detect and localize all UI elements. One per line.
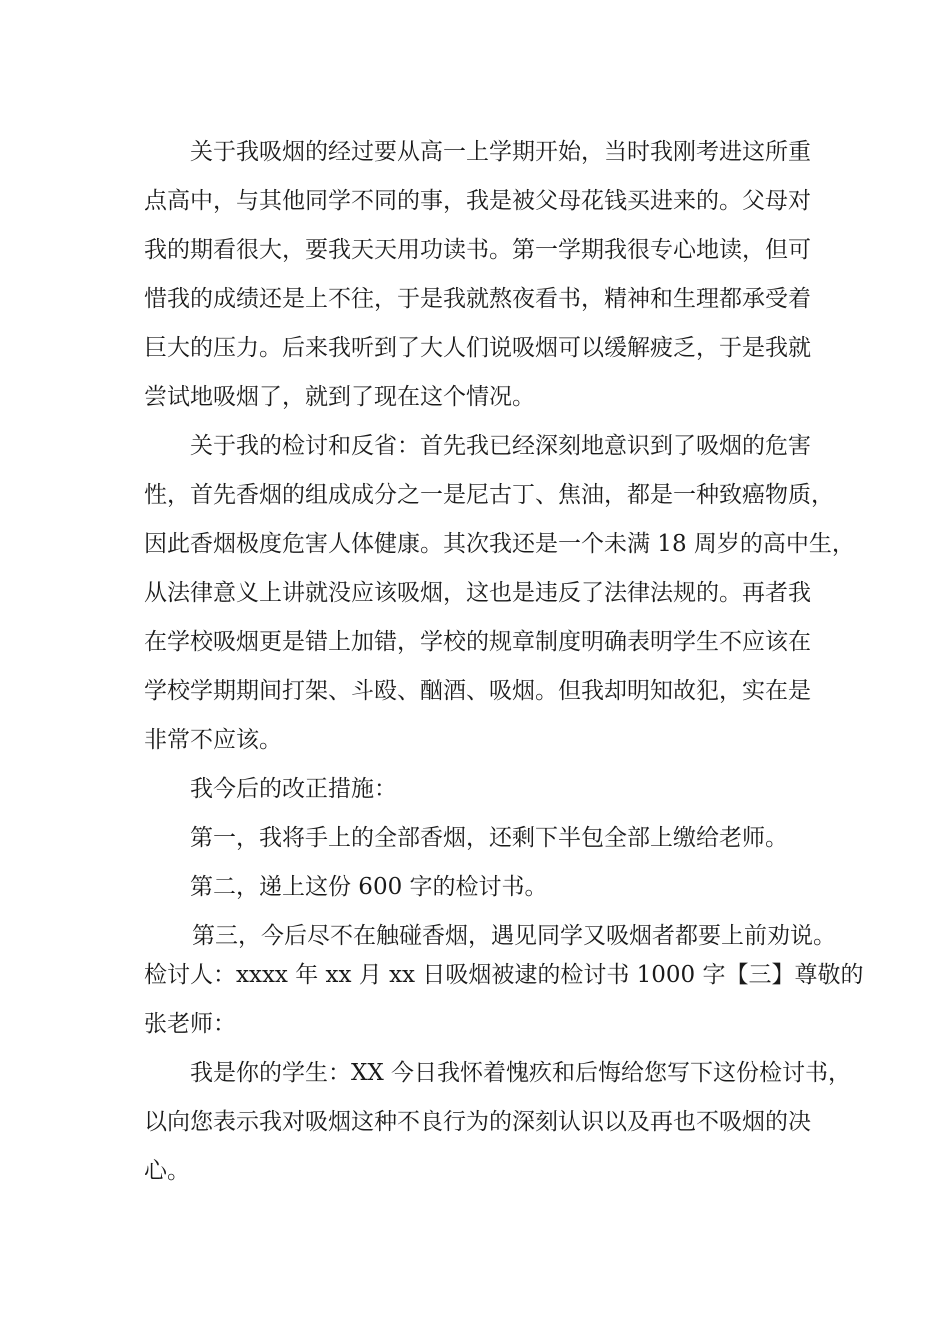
text-line: 第三，今后尽不在触碰香烟，遇见同学又吸烟者都要上前劝说。	[192, 923, 836, 949]
text-line: 以向您表示我对吸烟这种不良行为的深刻认识以及再也不吸烟的决	[144, 1109, 811, 1135]
text-line: 检讨人：xxxx 年 xx 月 xx 日吸烟被逮的检讨书 1000 字【三】尊敬的	[144, 962, 864, 988]
text-line: 心。	[144, 1158, 190, 1184]
text-line: 张老师：	[144, 1011, 236, 1037]
text-line: 关于我吸烟的经过要从高一上学期开始，当时我刚考进这所重	[190, 139, 811, 165]
text-line: 我今后的改正措施：	[190, 776, 397, 802]
text-line: 第二，递上这份 600 字的检讨书。	[190, 874, 548, 900]
text-line: 惜我的成绩还是上不往，于是我就熬夜看书，精神和生理都承受着	[144, 286, 811, 312]
text-line: 从法律意义上讲就没应该吸烟，这也是违反了法律法规的。再者我	[144, 580, 811, 606]
text-line: 我的期看很大，要我天天用功读书。第一学期我很专心地读，但可	[144, 237, 811, 263]
text-line: 性，首先香烟的组成成分之一是尼古丁、焦油，都是一种致癌物质，	[144, 482, 834, 508]
text-line: 第一，我将手上的全部香烟，还剩下半包全部上缴给老师。	[190, 825, 788, 851]
text-line: 巨大的压力。后来我听到了大人们说吸烟可以缓解疲乏，于是我就	[144, 335, 811, 361]
text-line: 我是你的学生：XX 今日我怀着愧疚和后悔给您写下这份检讨书，	[190, 1060, 852, 1086]
text-line: 尝试地吸烟了，就到了现在这个情况。	[144, 384, 535, 410]
text-line: 点高中，与其他同学不同的事，我是被父母花钱买进来的。父母对	[144, 188, 811, 214]
text-line: 在学校吸烟更是错上加错，学校的规章制度明确表明学生不应该在	[144, 629, 811, 655]
text-line: 学校学期期间打架、斗殴、酗酒、吸烟。但我却明知故犯，实在是	[144, 678, 811, 704]
text-line: 关于我的检讨和反省：首先我已经深刻地意识到了吸烟的危害	[190, 433, 811, 459]
text-line: 因此香烟极度危害人体健康。其次我还是一个未满 18 周岁的高中生，	[144, 531, 855, 557]
text-line: 非常不应该。	[144, 727, 282, 753]
